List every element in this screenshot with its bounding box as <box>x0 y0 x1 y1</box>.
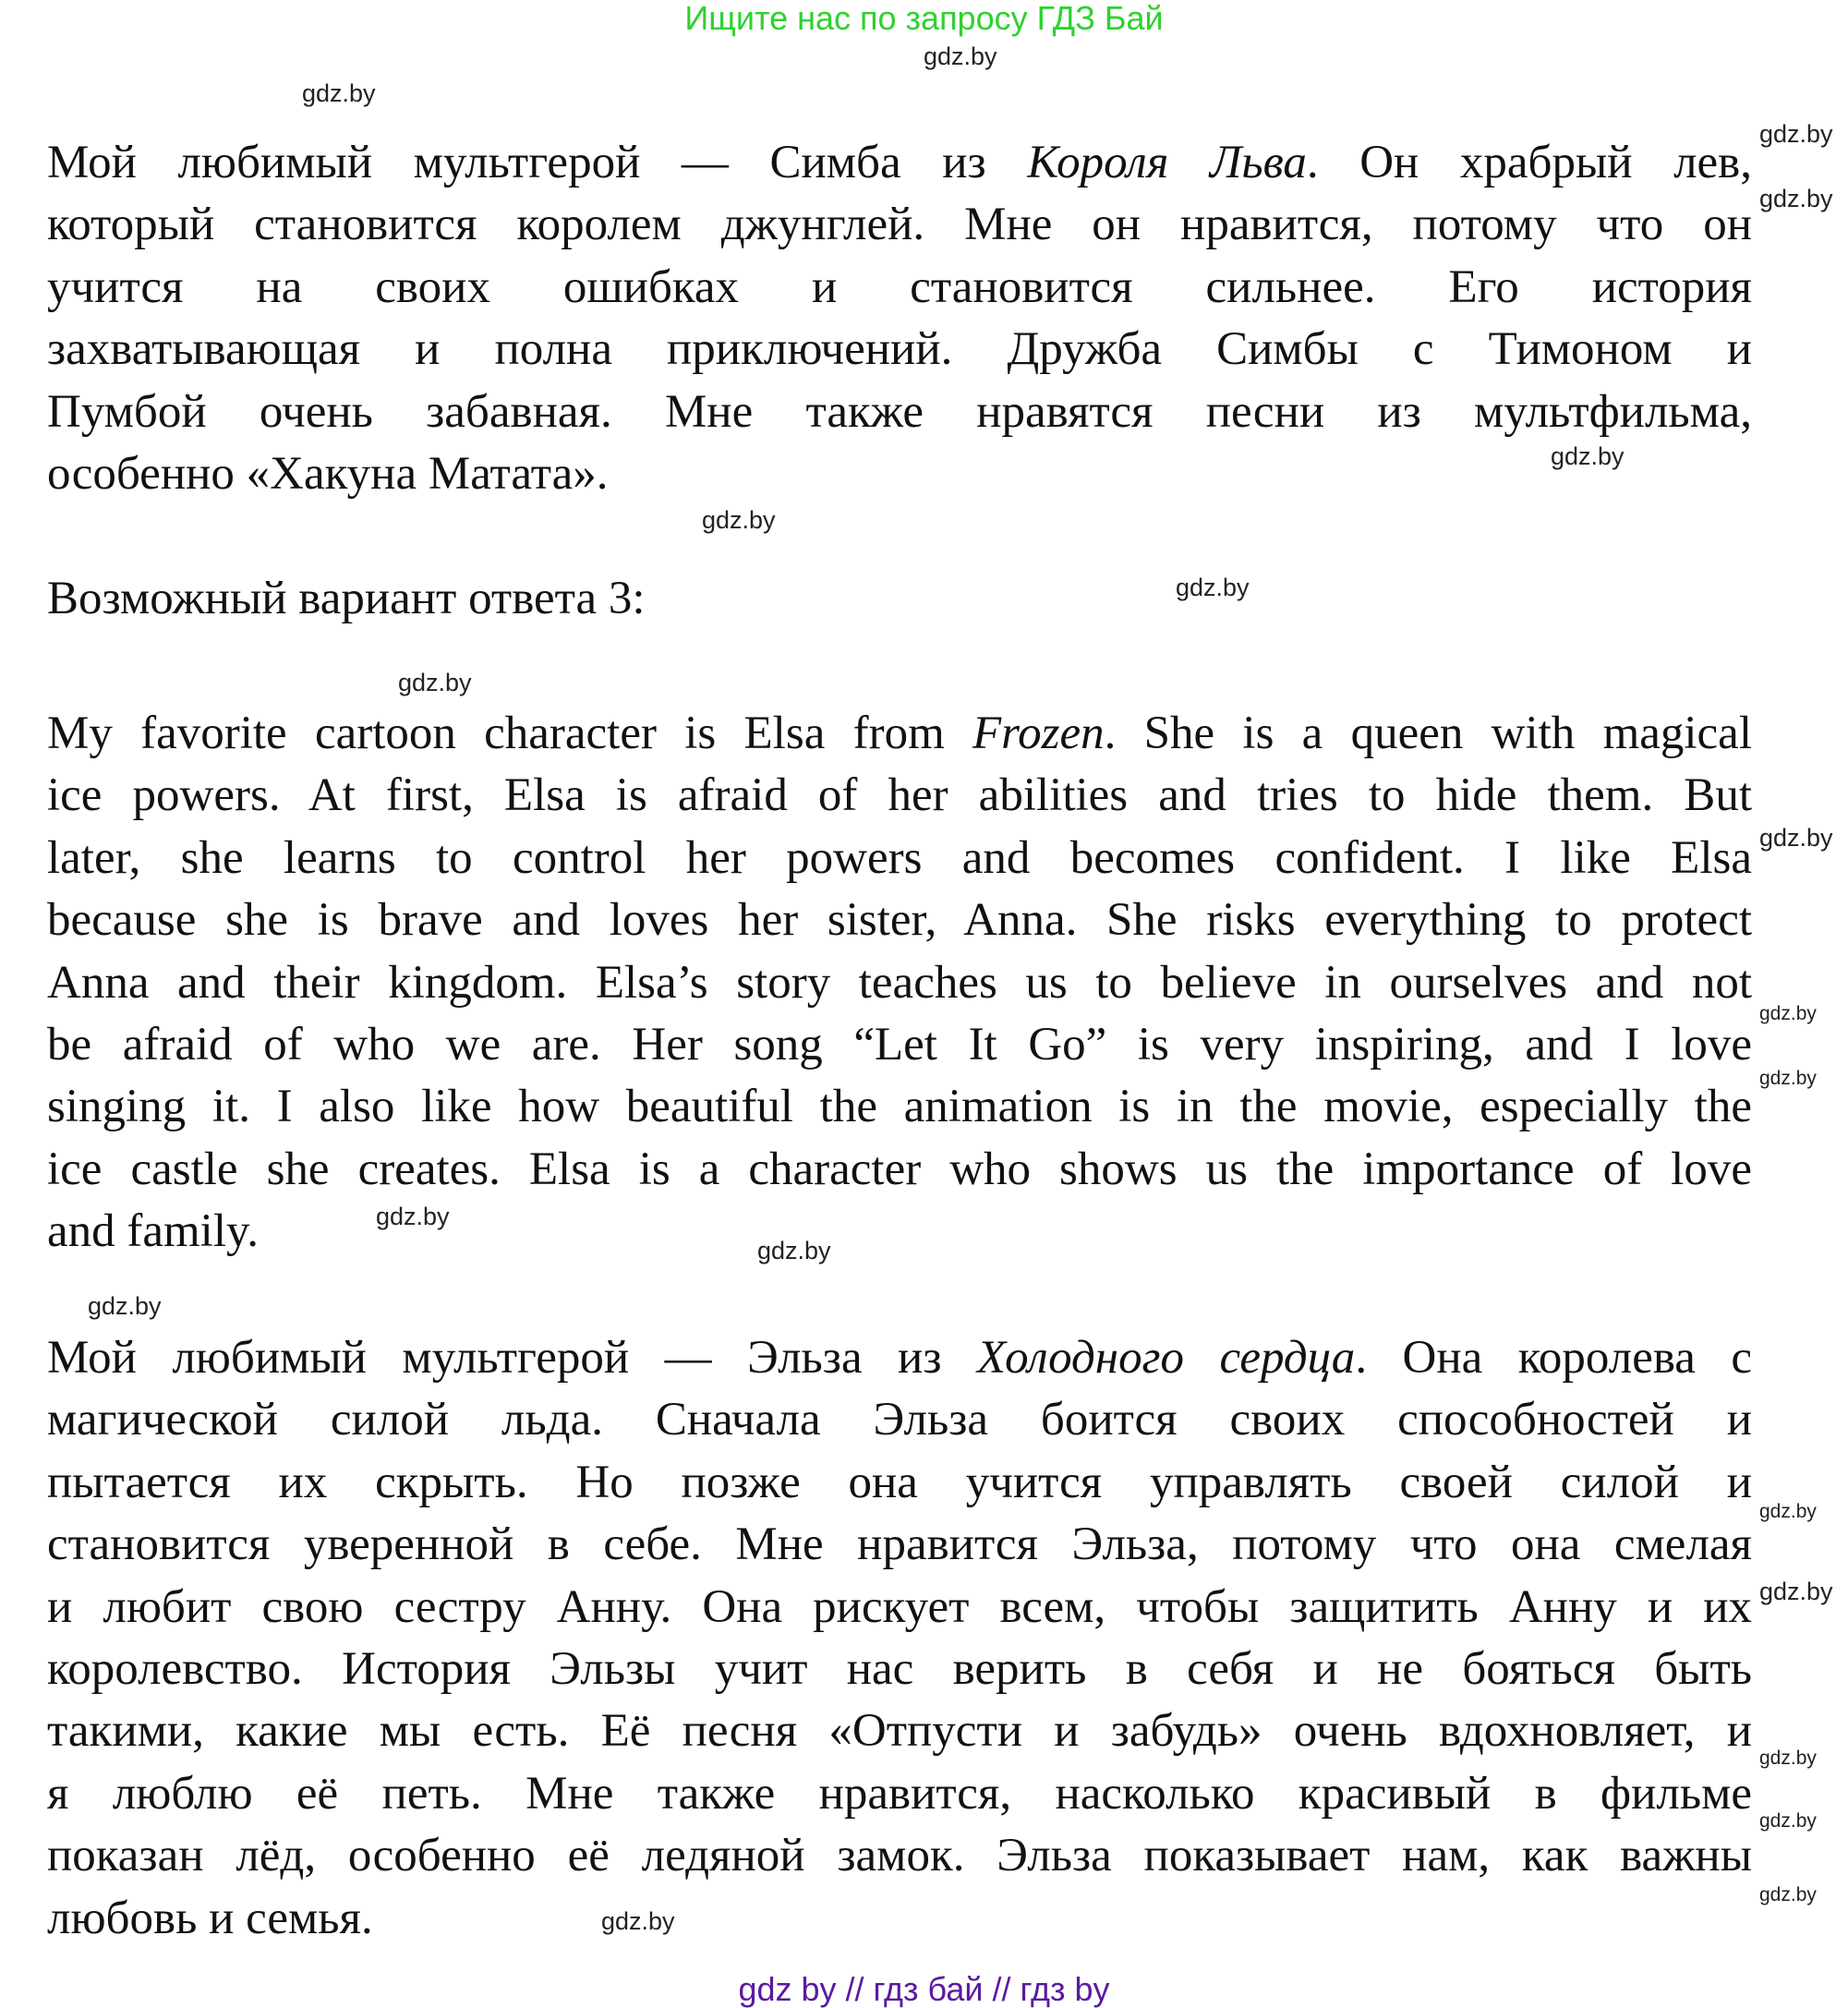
title-italic: Короля Льва <box>1027 137 1307 188</box>
watermark-text: gdz.by <box>757 1237 831 1264</box>
watermark-text: gdz.by <box>1759 1810 1817 1832</box>
text-run: показан лёд, особенно её ледяной замок. Эльза показывает нам, как важны <box>47 1830 1752 1882</box>
text-run: Мой любимый мультгерой — Эльза из <box>47 1332 977 1384</box>
watermark-text: gdz.by <box>1759 120 1833 148</box>
text-run: любовь и семья. <box>47 1892 373 1944</box>
paragraph1-line <box>47 444 609 503</box>
watermark-text: gdz.by <box>702 506 776 534</box>
paragraph1-line <box>47 258 1752 317</box>
paragraph3-line <box>47 1328 1752 1387</box>
text-run: . Она королева с <box>1355 1332 1752 1384</box>
text-run: . Он храбрый лев, <box>1306 137 1753 188</box>
search-hint-banner: Ищите нас по запросу ГДЗ Бай <box>684 0 1164 37</box>
paragraph3-line <box>47 1515 1752 1574</box>
text-run: and family. <box>47 1205 259 1258</box>
paragraph1-line <box>47 382 1752 442</box>
text-run: Мой любимый мультгерой — Симба из <box>47 137 1028 188</box>
text-run: становится уверенной в себе. Мне нравится Эльза, потому что она смелая <box>47 1518 1752 1571</box>
watermark-text: gdz.by <box>398 669 472 696</box>
text-run: Anna and their kingdom. Elsa’s story teaches us to believe in ourselves and not <box>47 956 1752 1009</box>
paragraph2-line <box>47 1077 1752 1136</box>
title-italic: Холодного сердца <box>976 1332 1356 1384</box>
watermark-text: gdz.by <box>1759 1003 1817 1024</box>
watermark-text: gdz.by <box>601 1907 675 1935</box>
paragraph2-line <box>47 890 1752 950</box>
text-run: такими, какие мы есть. Её песня «Отпусти и забудь» очень вдохновляет, и <box>47 1705 1752 1758</box>
paragraph1-line <box>47 195 1752 254</box>
paragraph2-line <box>47 1140 1752 1199</box>
text-run: ice powers. At first, Elsa is afraid of her abilities and tries to hide them. But <box>47 769 1752 822</box>
footer-links[interactable]: gdz by // гдз бай // гдз by <box>738 1970 1110 2008</box>
text-run: My favorite cartoon character is Elsa from <box>47 708 973 759</box>
watermark-text: gdz.by <box>1759 824 1833 852</box>
paragraph3-line <box>47 1578 1752 1637</box>
paragraph3-line <box>47 1764 1752 1823</box>
paragraph2-line <box>47 829 1752 888</box>
text-run: который становится королем джунглей. Мне он нравится, потому что он <box>47 199 1752 251</box>
text-run: я люблю её петь. Мне также нравится, насколько красивый в фильме <box>47 1767 1752 1820</box>
paragraph3-line <box>47 1390 1752 1449</box>
text-run: учится на своих ошибках и становится сильнее. Его история <box>47 260 1752 313</box>
watermark-text: gdz.by <box>1759 1501 1817 1522</box>
watermark-text: gdz.by <box>1176 574 1250 601</box>
paragraph2-line <box>47 953 1752 1012</box>
text-run: особенно «Хакуна Матата». <box>47 448 609 500</box>
text-run: because she is brave and loves her sister, Anna. She risks everything to protect <box>47 894 1752 947</box>
paragraph2-line <box>47 1202 259 1261</box>
watermark-text: gdz.by <box>1759 1748 1817 1769</box>
watermark-text: gdz.by <box>1759 185 1833 212</box>
text-run: пытается их скрыть. Но позже она учится управлять своей силой и <box>47 1456 1752 1508</box>
paragraph3-line <box>47 1639 1752 1699</box>
watermark-text: gdz.by <box>302 79 376 107</box>
paragraph1-line <box>47 320 1752 379</box>
text-run: singing it. I also like how beautiful the animation is in the movie, especially the <box>47 1081 1752 1133</box>
watermark-text: gdz.by <box>1759 1578 1833 1605</box>
text-run: Пумбой очень забавная. Мне также нравятся песни из мультфильма, <box>47 385 1752 438</box>
text-run: магической силой льда. Сначала Эльза боится своих способностей и <box>47 1394 1752 1446</box>
text-run: королевство. История Эльзы учит нас верить в себя и не бояться быть <box>47 1643 1752 1695</box>
watermark-text: gdz.by <box>1551 442 1625 470</box>
paragraph2-line <box>47 704 1752 763</box>
paragraph1-line <box>47 133 1752 192</box>
paragraph2-line <box>47 766 1752 825</box>
text-run: ice castle she creates. Elsa is a character who shows us the importance of love <box>47 1143 1752 1195</box>
paragraph2-line <box>47 1015 1752 1074</box>
text-run: later, she learns to control her powers and becomes confident. I like Elsa <box>47 831 1752 884</box>
watermark-text: gdz.by <box>376 1203 450 1230</box>
text-run: и любит свою сестру Анну. Она рискует всем, чтобы защитить Анну и их <box>47 1580 1752 1633</box>
watermark-text: gdz.by <box>1759 1068 1817 1089</box>
watermark-text: gdz.by <box>1759 1884 1817 1905</box>
text-run: захватывающая и полна приключений. Дружба Симбы с Тимоном и <box>47 323 1752 376</box>
paragraph3-line <box>47 1701 1752 1760</box>
watermark-text: gdz.by <box>924 42 997 70</box>
paragraph3-line <box>47 1453 1752 1512</box>
text-run: . She is a queen with magical <box>1104 708 1752 759</box>
title-italic: Frozen <box>972 708 1105 759</box>
paragraph3-line <box>47 1826 1752 1885</box>
watermark-text: gdz.by <box>88 1292 162 1320</box>
paragraph3-line <box>47 1889 373 1948</box>
answer-heading: Возможный вариант ответа 3: <box>47 573 646 624</box>
text-run: be afraid of who we are. Her song “Let It Go” is very inspiring, and I love <box>47 1019 1752 1071</box>
